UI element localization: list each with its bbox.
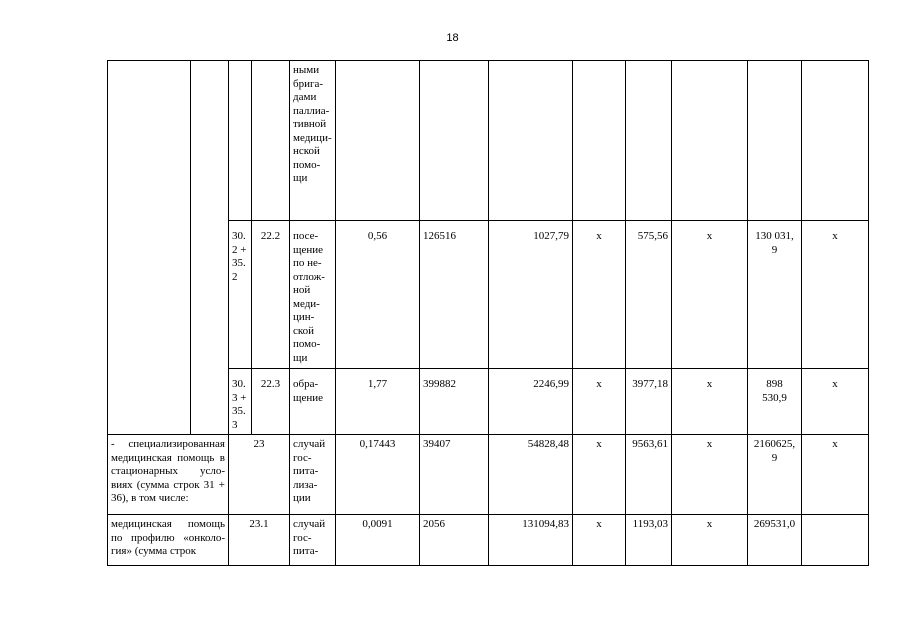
value-cell: 130 031, 9 — [748, 221, 802, 369]
value-cell: 9563,61 — [626, 435, 672, 515]
line-number-cell: 23.1 — [229, 515, 290, 566]
value-cell: 575,56 — [626, 221, 672, 369]
code-cell: 30. 3 + 35. 3 — [229, 369, 252, 435]
name-cell: - специализированная медицинская помощь в стационарных усло-виях (сумма строк 31 + 36), в том числе: — [108, 435, 229, 515]
value-cell: 898 530,9 — [748, 369, 802, 435]
value-cell: x — [573, 515, 626, 566]
value-cell: 269531,0 — [748, 515, 802, 566]
value-cell — [573, 61, 626, 221]
value-cell: x — [802, 435, 869, 515]
value-cell: 0,56 — [336, 221, 420, 369]
value-cell: 54828,48 — [489, 435, 573, 515]
code-cell — [229, 61, 252, 221]
value-cell: x — [573, 435, 626, 515]
value-cell: x — [802, 369, 869, 435]
value-cell — [802, 515, 869, 566]
name-cell: медицинская помощь по профилю «онколо-гия» (сумма строк — [108, 515, 229, 566]
value-cell: x — [802, 221, 869, 369]
value-cell: 1027,79 — [489, 221, 573, 369]
value-cell: 1,77 — [336, 369, 420, 435]
value-cell: 2056 — [420, 515, 489, 566]
value-cell — [802, 61, 869, 221]
value-cell: 39407 — [420, 435, 489, 515]
table-row — [108, 435, 869, 515]
unit-cell: ными брига- дами паллиа- тивной медици- нской помо- щи — [290, 61, 336, 221]
line-number-cell: 22.2 — [252, 221, 290, 369]
value-cell — [626, 61, 672, 221]
value-cell: 1193,03 — [626, 515, 672, 566]
table-row — [108, 515, 869, 566]
value-cell: 2246,99 — [489, 369, 573, 435]
value-cell — [336, 61, 420, 221]
value-cell — [489, 61, 573, 221]
page-number: 18 — [446, 32, 459, 44]
value-cell: x — [573, 221, 626, 369]
empty-cell — [191, 61, 229, 435]
line-number-cell: 22.3 — [252, 369, 290, 435]
value-cell: 399882 — [420, 369, 489, 435]
value-cell: 0,17443 — [336, 435, 420, 515]
value-cell: 131094,83 — [489, 515, 573, 566]
value-cell: x — [573, 369, 626, 435]
value-cell — [748, 61, 802, 221]
value-cell — [420, 61, 489, 221]
value-cell: x — [672, 515, 748, 566]
line-number-cell: 23 — [229, 435, 290, 515]
code-cell: 30. 2 + 35. 2 — [229, 221, 252, 369]
value-cell: x — [672, 435, 748, 515]
value-cell: 2160625, 9 — [748, 435, 802, 515]
value-cell: x — [672, 369, 748, 435]
value-cell: 126516 — [420, 221, 489, 369]
unit-cell: обра- щение — [290, 369, 336, 435]
line-number-cell — [252, 61, 290, 221]
value-cell — [672, 61, 748, 221]
unit-cell: случай гос- пита- лиза- ции — [290, 435, 336, 515]
unit-cell: случай гос- пита- — [290, 515, 336, 566]
value-cell: 0,0091 — [336, 515, 420, 566]
value-cell: x — [672, 221, 748, 369]
unit-cell: посе- щение по не- отлож- ной меди- цин- ской помо- щи — [290, 221, 336, 369]
name-cell — [108, 61, 191, 435]
value-cell: 3977,18 — [626, 369, 672, 435]
medical-care-table — [107, 60, 869, 566]
table-row — [108, 61, 869, 221]
